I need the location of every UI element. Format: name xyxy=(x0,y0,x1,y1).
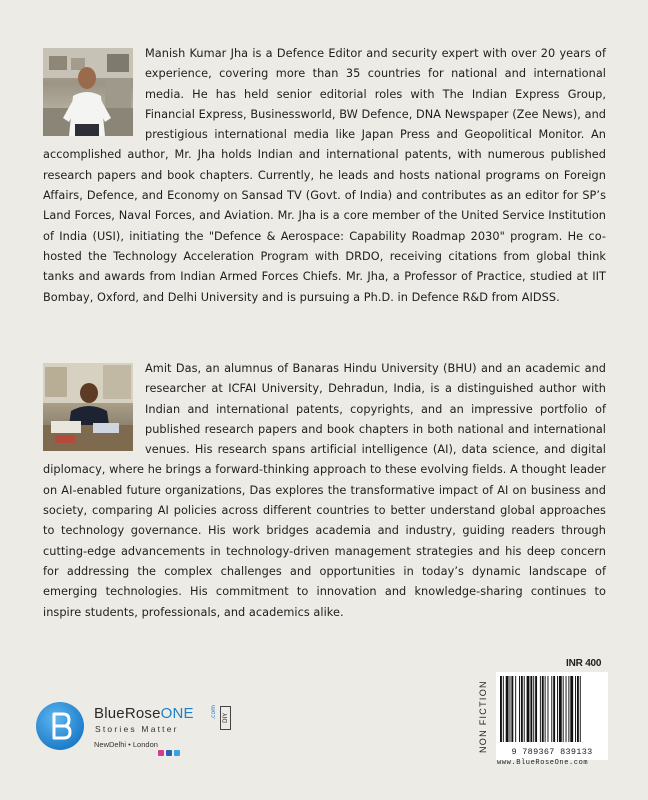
isbn-number: 9 789367 839133 xyxy=(511,747,593,757)
barcode-bar xyxy=(530,676,532,742)
barcode-bar xyxy=(580,676,581,742)
instagram-icon xyxy=(158,750,164,756)
barcode-bar xyxy=(553,676,555,742)
barcode-bar xyxy=(527,676,530,742)
barcode-bar xyxy=(542,676,544,742)
barcode-bars xyxy=(500,676,604,742)
barcode-bar xyxy=(506,676,509,742)
publisher-name xyxy=(94,705,194,722)
barcode-bar xyxy=(559,676,562,742)
barcode-bar xyxy=(570,676,573,742)
barcode-bar xyxy=(519,676,520,742)
barcode-bar xyxy=(524,676,525,742)
barcode-bar xyxy=(521,676,523,742)
barcode-bar xyxy=(575,676,576,742)
isbn-barcode xyxy=(496,672,608,760)
publisher-dotcom: .com xyxy=(210,705,217,720)
barcode-bar xyxy=(500,676,502,742)
social-icons xyxy=(158,750,180,756)
author2-bio: Amit Das, an alumnus of Banaras Hindu University (BHU) and an academic and researcher at ICFAI University, Dehradun, India, is a distinguished author with Indian and international patents, copyrights, and an impressive portfolio of published research papers and book chapters in both national and international venues. His research spans artificial intelligence (AI), data science, and digital diplomacy, where he brings a forward-thinking approach to these evolving fields. A thought leader on AI-enabled future organizations, Das explores the transformative impact of AI on business and society, comparing AI policies across different countries to better understand global approaches to technology governance. His work bridges academia and industry, guiding readers through cutting-edge advancements in technology-driven management strategies and his deep concern for addressing the complex challenges and opportunities in today’s dynamic landscape of emerging technologies. His commitment to innovation and knowledge-sharing continues to inspire students, professionals, and academics alike. xyxy=(43,362,606,619)
barcode-bar xyxy=(511,676,513,742)
publisher-cities: NewDelhi • London xyxy=(94,740,158,749)
book-genre: NON FICTION xyxy=(478,680,488,754)
publisher-logo xyxy=(36,702,246,772)
barcode-bar xyxy=(557,676,558,742)
barcode-bar xyxy=(563,676,564,742)
publisher-diy-badge: DIY xyxy=(220,706,231,730)
barcode-bar xyxy=(545,676,546,742)
book-price: INR 400 xyxy=(566,658,602,669)
author2-section xyxy=(43,359,606,623)
barcode-bar xyxy=(510,676,511,742)
barcode-bar xyxy=(515,676,516,742)
publisher-website: www.BlueRoseOne.com xyxy=(497,759,589,767)
publisher-tagline: Stories Matter xyxy=(95,724,179,734)
barcode-bar xyxy=(535,676,537,742)
barcode-bar xyxy=(503,676,504,742)
barcode-bar xyxy=(540,676,541,742)
barcode-bar xyxy=(566,676,567,742)
author2-photo xyxy=(43,363,133,451)
publisher-name-part1: BlueRose xyxy=(94,705,161,722)
bluerose-logo-icon xyxy=(36,702,84,750)
barcode-bar xyxy=(568,676,569,742)
facebook-icon xyxy=(166,750,172,756)
barcode-bar xyxy=(551,676,552,742)
author1-section xyxy=(43,44,606,308)
barcode-bar xyxy=(577,676,579,742)
author1-bio: Manish Kumar Jha is a Defence Editor and security expert with over 20 years of experience, covering more than 35 countries for national and international media. He has held senior editorial roles with The Indian Express Group, Financial Express, Businessworld, BW Defence, DNA Newspaper (Zee News), and prestigious international media like Japan Press and Geopolitical Monitor. An accomplished author, Mr. Jha holds Indian and international patents, with numerous published research papers and book chapters. Currently, he leads and hosts national programs on Foreign Affairs, Defence, and Economy on Sansad TV (Govt. of India) and contributes as an editor for SP’s Land Forces, Naval Forces, and Aviation. Mr. Jha is a core member of the United Service Institution of India (USI), initiating the "Defence & Aerospace: Capability Roadmap 2030" program. He co-hosted the Technology Acceleration Program with DRDO, receiving citations from global think tanks and awards from Indian Armed Forces Chiefs. Mr. Jha, a Professor of Practice, studied at IIT Bombay, Oxford, and Delhi University and is pursuing a Ph.D. in Defence R&D from AIDSS. xyxy=(43,47,606,304)
barcode-bar xyxy=(548,676,549,742)
twitter-icon xyxy=(174,750,180,756)
publisher-name-part2: ONE xyxy=(160,705,194,722)
author1-photo xyxy=(43,48,133,136)
barcode-bar xyxy=(533,676,534,742)
